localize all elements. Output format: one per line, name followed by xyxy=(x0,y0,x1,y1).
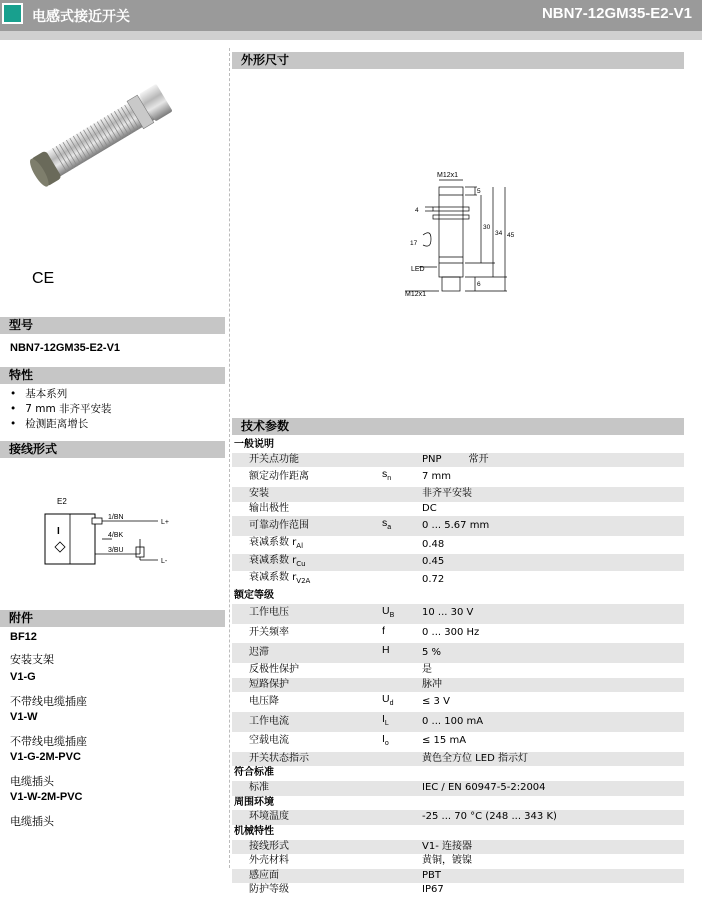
param-value: 黄色全方位 LED 指示灯 xyxy=(422,752,684,767)
table-row xyxy=(232,678,684,693)
param-value: 脉冲 xyxy=(422,678,684,693)
param-symbol xyxy=(382,781,422,796)
table-row xyxy=(232,732,684,752)
param-symbol: $U_d$ xyxy=(382,693,394,708)
dim-led-label: LED xyxy=(411,266,425,273)
param-label: 空载电流 xyxy=(249,735,289,747)
table-row xyxy=(232,624,684,644)
dim-5: 5 xyxy=(477,188,481,195)
param-label: 输出极性 xyxy=(249,502,289,514)
param-label: 工作电流 xyxy=(232,712,382,732)
accessory-desc: 电缆插头 xyxy=(10,775,54,788)
param-label: 衰减系数 $r_{Al}$ xyxy=(249,537,304,551)
feature-item: • 7 mm 非齐平安装 xyxy=(10,401,112,416)
dim-6: 6 xyxy=(477,281,481,288)
wiring-pin1: 1/BN xyxy=(108,514,124,521)
table-row xyxy=(232,752,684,767)
table-row xyxy=(232,840,684,855)
table-row xyxy=(232,869,684,884)
dim-45: 45 xyxy=(507,232,515,239)
tech-section-heading: 技术参数 xyxy=(232,418,684,435)
dimensions-section-heading: 外形尺寸 xyxy=(232,52,684,69)
param-value: 0 ... 5.67 mm xyxy=(422,516,684,536)
table-row xyxy=(232,663,684,678)
param-label: 衰减系数 $r_{V2A}$ xyxy=(249,572,311,586)
param-value: DC xyxy=(422,502,437,514)
param-symbol xyxy=(382,663,422,678)
table-row xyxy=(232,516,684,536)
group-label: 机械特性 xyxy=(232,825,684,840)
brand-logo-icon xyxy=(2,3,23,24)
wiring-label: E2 xyxy=(57,497,67,506)
param-symbol xyxy=(382,571,422,589)
table-group-row xyxy=(232,825,684,840)
param-symbol xyxy=(382,536,422,554)
param-symbol xyxy=(382,883,422,898)
wiring-plus: L+ xyxy=(161,519,169,526)
param-label: 开关点功能 xyxy=(232,453,382,468)
header-bar xyxy=(0,0,702,31)
group-label: 一般说明 xyxy=(232,438,684,453)
param-label: 衰减系数 $r_{Cu}$ xyxy=(232,554,382,572)
param-label: 短路保护 xyxy=(232,678,382,693)
group-label: 周围环境 xyxy=(232,796,684,811)
column-divider xyxy=(229,48,230,868)
param-value: V1- 连接器 xyxy=(422,840,684,855)
param-label: 安装 xyxy=(232,487,382,502)
table-row xyxy=(232,692,684,712)
param-label: 防护等级 xyxy=(249,884,289,896)
param-value: 10 ... 30 V xyxy=(422,604,684,624)
accessory-desc: 安装支架 xyxy=(10,653,54,666)
param-label: 额定动作距离 xyxy=(249,470,309,482)
table-row xyxy=(232,554,684,572)
param-label: 开关状态指示 xyxy=(232,752,382,767)
feature-item: • 基本系列 xyxy=(10,386,67,401)
param-label: 迟滞 xyxy=(232,643,382,663)
param-label: 标准 xyxy=(232,781,382,796)
wiring-diagram xyxy=(40,492,190,572)
dim-thread-bottom: M12x1 xyxy=(405,291,427,298)
wiring-minus: L- xyxy=(161,558,168,565)
wiring-box-label: I xyxy=(57,526,60,537)
table-row xyxy=(232,453,684,468)
param-label: 接线形式 xyxy=(232,840,382,855)
param-value: IP67 xyxy=(422,884,444,896)
param-value: 非齐平安装 xyxy=(422,487,684,502)
param-value: 0 ... 300 Hz xyxy=(422,627,480,639)
dim-34: 34 xyxy=(495,230,503,237)
model-number: NBN7-12GM35-E2-V1 xyxy=(541,5,692,22)
param-label: 感应面 xyxy=(232,869,382,884)
param-symbol: $I_L$ xyxy=(382,712,422,732)
wiring-section-heading: 接线形式 xyxy=(0,441,225,458)
feature-item: • 检测距离增长 xyxy=(10,416,88,431)
header-underbar xyxy=(0,31,702,40)
table-row xyxy=(232,467,684,487)
dim-30: 30 xyxy=(483,224,491,231)
model-section-heading: 型号 xyxy=(0,317,225,334)
accessory-desc: 电缆插头 xyxy=(10,815,54,828)
param-symbol xyxy=(382,453,422,468)
param-symbol xyxy=(382,487,422,502)
group-label: 额定等级 xyxy=(232,589,684,604)
param-value: 0.72 xyxy=(422,573,445,585)
param-label: 电压降 xyxy=(249,695,279,707)
param-symbol xyxy=(382,810,422,825)
table-row xyxy=(232,854,684,869)
table-row xyxy=(232,810,684,825)
param-value: 0.45 xyxy=(422,554,684,572)
accessory-code: V1-G-2M-PVC xyxy=(10,751,81,763)
table-row xyxy=(232,781,684,796)
param-symbol: $U_B$ xyxy=(382,604,422,624)
param-value: 7 mm xyxy=(422,470,452,482)
param-symbol xyxy=(382,840,422,855)
param-label: 开关频率 xyxy=(249,627,289,639)
accessory-desc: 不带线电缆插座 xyxy=(10,735,87,748)
table-row xyxy=(232,643,684,663)
accessory-code: V1-W-2M-PVC xyxy=(10,791,83,803)
param-value: 是 xyxy=(422,664,432,675)
param-value: -25 ... 70 °C (248 ... 343 K) xyxy=(422,810,684,825)
param-value: PBT xyxy=(422,869,684,884)
param-value: 黄铜，镀镍 xyxy=(422,855,472,867)
param-value: 0 ... 100 mA xyxy=(422,712,684,732)
accessories-section-heading: 附件 xyxy=(0,610,225,627)
param-symbol xyxy=(382,554,422,572)
tech-table xyxy=(232,438,684,898)
table-row xyxy=(232,712,684,732)
table-group-row xyxy=(232,796,684,811)
table-group-row xyxy=(232,438,684,453)
ce-mark-icon: CE xyxy=(32,270,55,287)
table-group-row xyxy=(232,589,684,604)
accessory-code: V1-G xyxy=(10,671,36,683)
param-symbol: $I_o$ xyxy=(382,732,389,747)
param-value: ≤ 15 mA xyxy=(422,735,467,747)
accessory-code: V1-W xyxy=(10,711,38,723)
product-image xyxy=(22,66,192,198)
wiring-pin4: 4/BK xyxy=(108,532,124,539)
accessory-code: BF12 xyxy=(10,631,37,643)
param-label: 工作电压 xyxy=(232,604,382,624)
table-row xyxy=(232,883,684,898)
table-row xyxy=(232,604,684,624)
param-label: 反极性保护 xyxy=(249,664,299,675)
wiring-pin3: 3/BU xyxy=(108,547,124,554)
page-title: 电感式接近开关 xyxy=(32,9,130,25)
table-row xyxy=(232,502,684,517)
dim-thread-top: M12x1 xyxy=(437,172,459,179)
dim-17: 17 xyxy=(410,240,418,247)
param-symbol xyxy=(382,869,422,884)
table-row xyxy=(232,571,684,589)
features-section-heading: 特性 xyxy=(0,367,225,384)
param-value: 5 % xyxy=(422,643,684,663)
param-value: IEC / EN 60947-5-2:2004 xyxy=(422,781,684,796)
model-value: NBN7-12GM35-E2-V1 xyxy=(10,342,121,354)
accessory-desc: 不带线电缆插座 xyxy=(10,695,87,708)
table-group-row xyxy=(232,766,684,781)
param-symbol: $s_n$ xyxy=(382,468,392,483)
dim-4: 4 xyxy=(415,207,419,214)
param-label: 可靠动作范围 xyxy=(232,516,382,536)
param-symbol: $s_a$ xyxy=(382,516,422,536)
param-value: PNP 常开 xyxy=(422,453,684,468)
param-symbol xyxy=(382,678,422,693)
param-label: 外壳材料 xyxy=(249,855,289,867)
table-row xyxy=(232,487,684,502)
param-value: ≤ 3 V xyxy=(422,695,450,707)
param-symbol xyxy=(382,854,422,869)
group-label: 符合标准 xyxy=(232,766,684,781)
param-symbol: f xyxy=(382,624,385,637)
param-symbol xyxy=(382,502,422,517)
param-value: 0.48 xyxy=(422,538,445,550)
param-label: 环境温度 xyxy=(232,810,382,825)
table-row xyxy=(232,536,684,554)
dimension-drawing xyxy=(395,165,535,305)
param-symbol: H xyxy=(382,643,422,663)
param-symbol xyxy=(382,752,422,767)
